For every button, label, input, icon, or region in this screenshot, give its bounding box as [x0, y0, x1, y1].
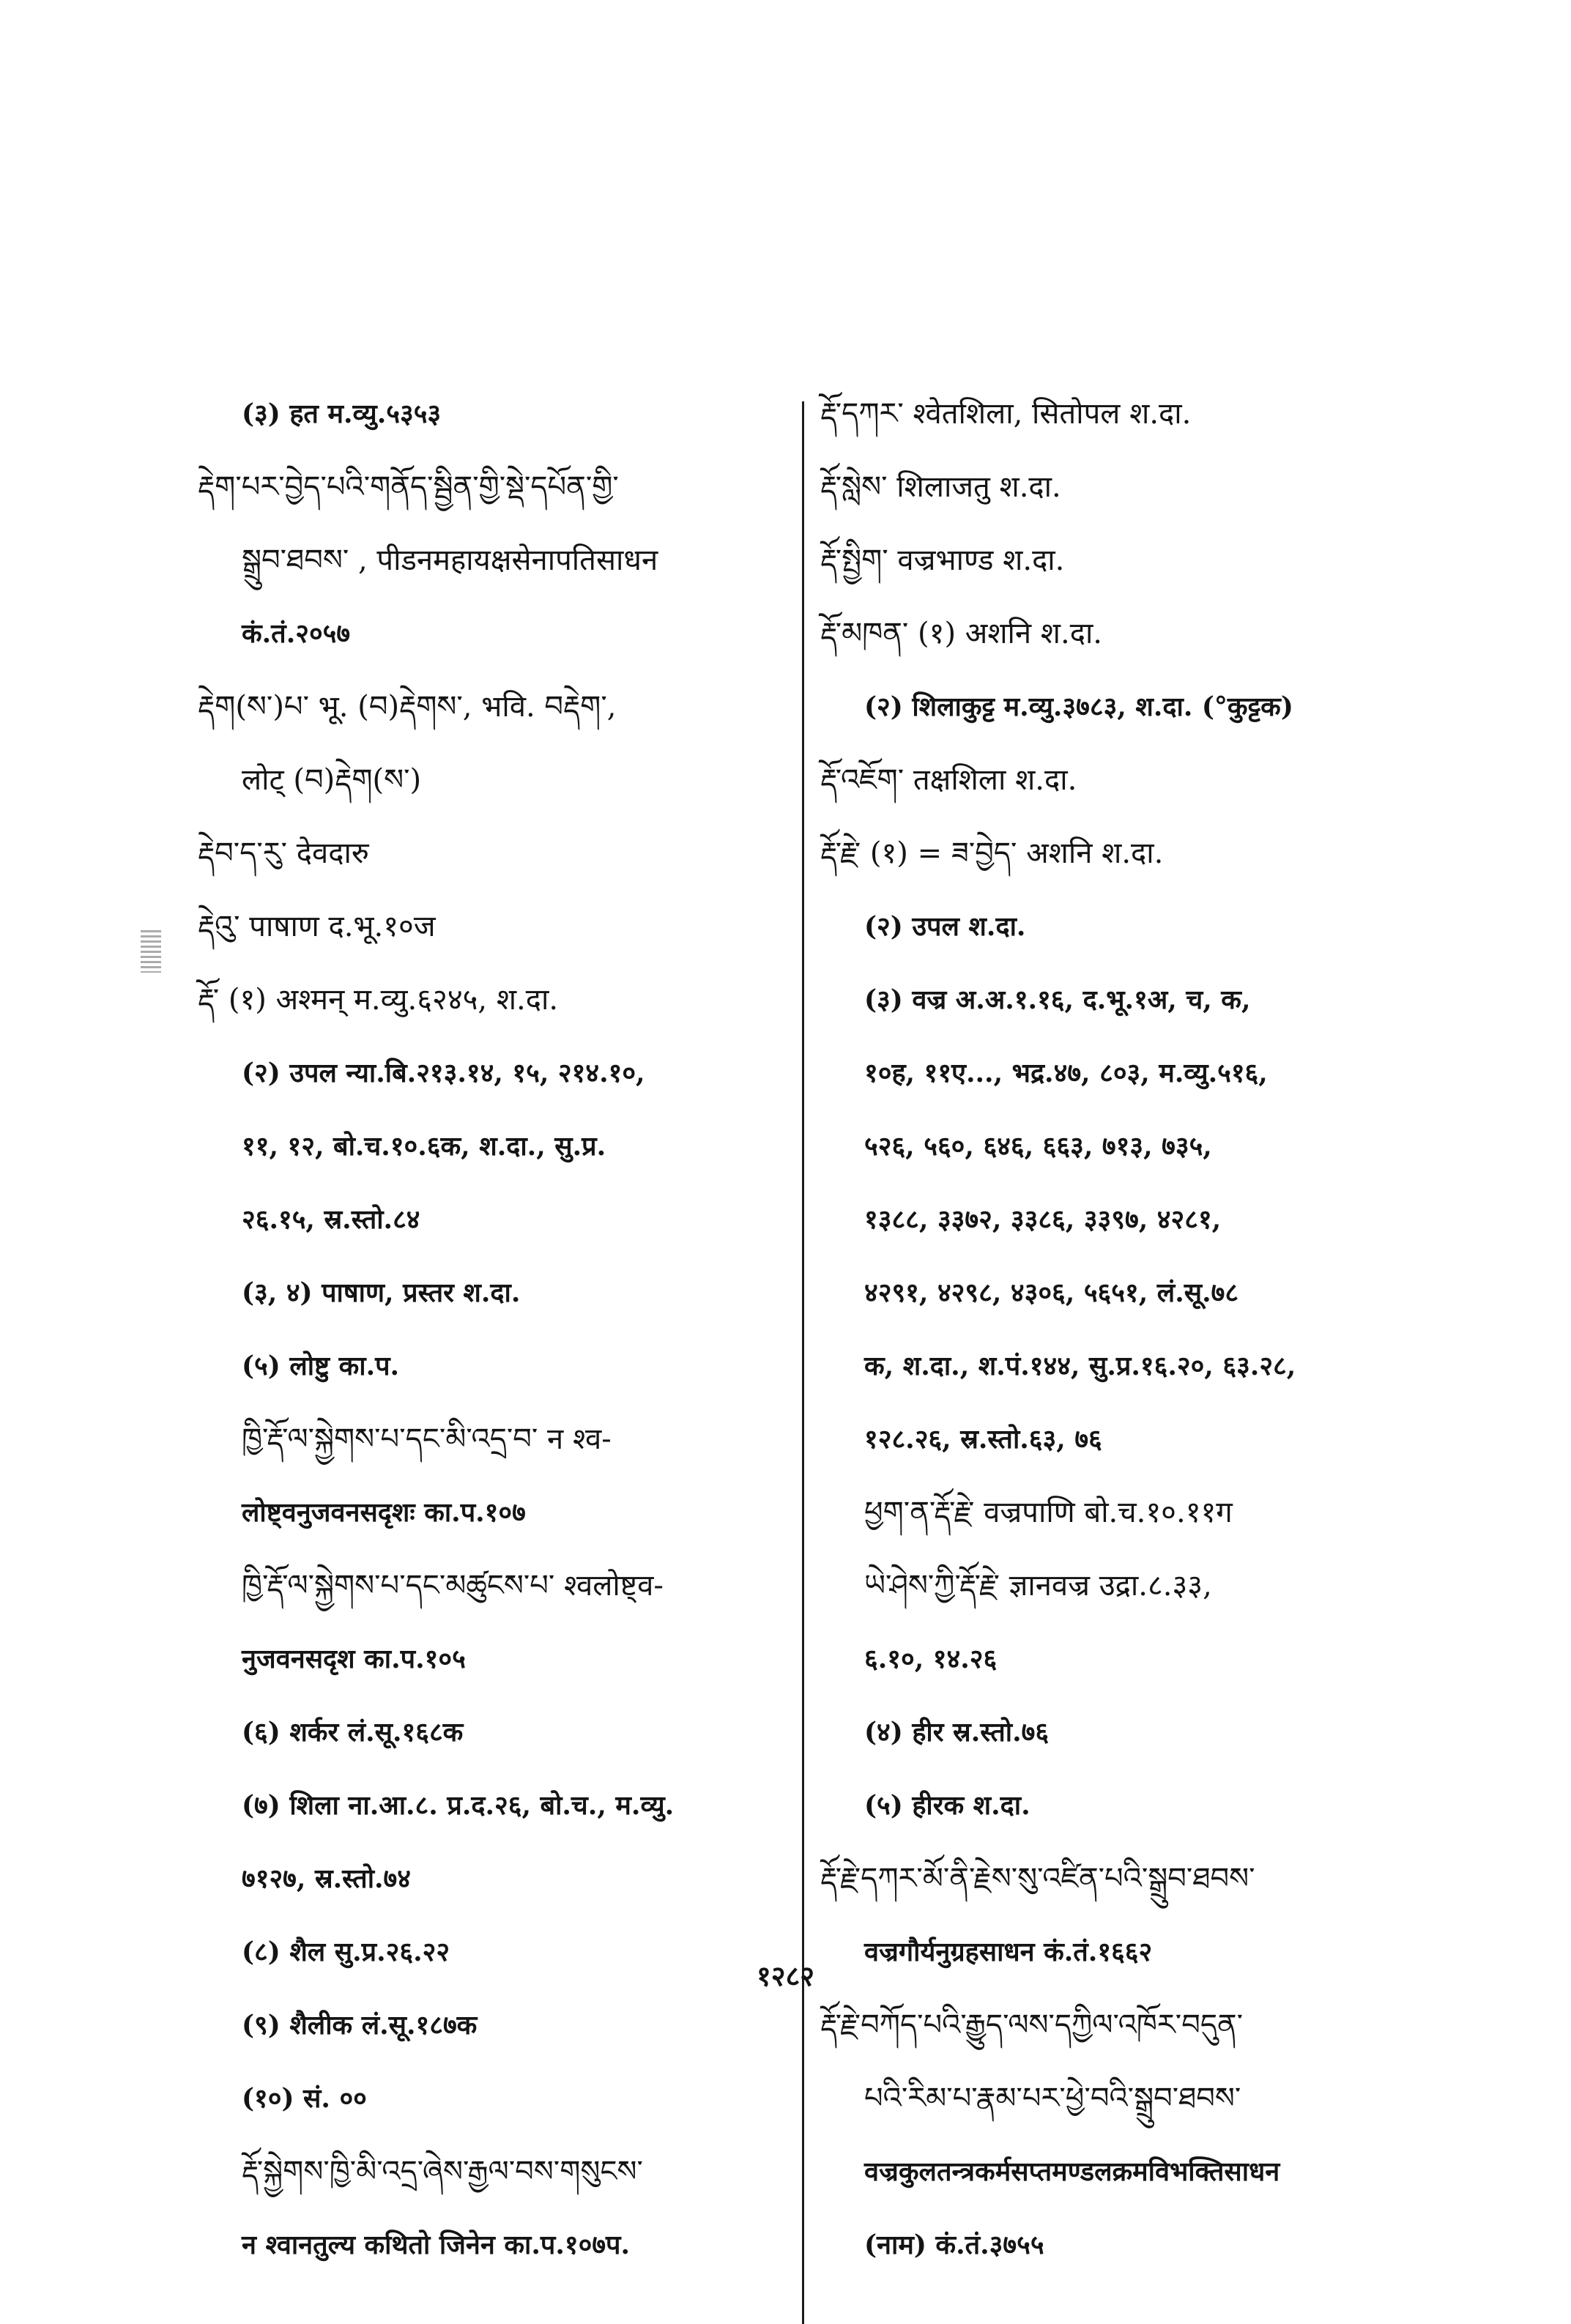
dictionary-line: རྡོ་རྗེ་བཀོད་པའི་རྒྱུད་ལས་དཀྱིལ་འཁོར་བདུན་ — [820, 2008, 1244, 2042]
dictionary-line: རྡོ་སླེས་ शिलाजतु श.दा. — [820, 470, 1061, 504]
dictionary-line: ཁྱི་རྡོ་ལ་སྐྱེགས་པ་དང་མཚུངས་པ་ श्वलोष्ट्व- — [242, 1569, 664, 1603]
dictionary-line: རྡེའུ་ पाषाण द.भू.१०ज — [198, 910, 436, 943]
dictionary-line: १३८८, ३३७२, ३३८६, ३३९७, ४२८१, — [864, 1204, 1222, 1235]
dictionary-line: (२) उपल श.दा. — [864, 911, 1026, 942]
dictionary-line: རྡོ་རྗེ་ (१) = ཟ་བྱེད་ अशनि श.दा. — [820, 836, 1164, 870]
dictionary-line: ཡེ་ཤེས་ཀྱི་རྡོ་རྗེ་ ज्ञानवज्र उद्रा.८.३३, — [864, 1569, 1212, 1603]
page-number: १२८२ — [756, 1959, 815, 1992]
dictionary-line: སྒྲུབ་ཐབས་ , पीडनमहायक्षसेनापतिसाधन — [242, 543, 658, 577]
dictionary-line: (३) हत म.व्यु.५३५३ — [242, 398, 442, 429]
dictionary-line: རྡེག(ས་)པ་ भू. (བ)རྡེགས་, भवि. བརྡེག་, — [198, 690, 617, 724]
dictionary-line: ५२६, ५६०, ६४६, ६६३, ७१३, ७३५, — [864, 1131, 1212, 1162]
dictionary-line: नुजवनसदृश का.प.१०५ — [242, 1644, 466, 1674]
dictionary-line: ཁྱི་རྡོ་ལ་སྐྱེགས་པ་དང་མི་འདྲ་བ་ न श्व- — [242, 1422, 612, 1456]
dictionary-line: (८) शैल सु.प्र.२६.२२ — [242, 1937, 450, 1967]
dictionary-line: རྡོ་སྤྱིག་ वज्रभाण्ड श.दा. — [820, 543, 1065, 577]
dictionary-line: कं.तं.२०५७ — [242, 618, 351, 649]
dictionary-line: (५) हीरक श.दा. — [864, 1790, 1030, 1821]
dictionary-line: (४) हीर स्र.स्तो.७६ — [864, 1717, 1050, 1748]
dictionary-line: རྡེག་པར་བྱེད་པའི་གནོད་སྦྱིན་གྱི་སྡེ་དཔོན་གྱི་ — [198, 470, 619, 504]
dictionary-line: २६.१५, स्र.स्तो.८४ — [242, 1204, 420, 1235]
column-divider — [802, 401, 804, 2324]
dictionary-line: वज्रगौर्यनुग्रहसाधन कं.तं.१६६२ — [864, 1937, 1153, 1967]
dictionary-line: པའི་རིམ་པ་རྣམ་པར་ཕྱེ་བའི་སྒྲུབ་ཐབས་ — [864, 2082, 1241, 2115]
dictionary-line: ११, १२, बो.च.१०.६क, श.दा., सु.प्र. — [242, 1131, 606, 1162]
dictionary-line: न श्वानतुल्य कथितो जिनेन का.प.१०७प. — [242, 2230, 631, 2260]
dictionary-line: ४२९१, ४२९८, ४३०६, ५६५१, लं.सू.७८ — [864, 1277, 1239, 1308]
dictionary-line: (७) शिला ना.आ.८. प्र.द.२६, बो.च., म.व्यु. — [242, 1790, 675, 1821]
dictionary-line: लोष्ट्वनुजवनसदृशः का.प.१०७ — [242, 1497, 526, 1528]
dictionary-line: लोट् (བ)རྡེག(ས་) — [242, 763, 422, 797]
dictionary-line: १०ह, ११ए..., भद्र.४७, ८०३, म.व्यु.५१६, — [864, 1058, 1268, 1088]
dictionary-line: ७१२७, स्र.स्तो.७४ — [242, 1863, 411, 1894]
dictionary-line: (२) शिलाकुट्ट म.व्यु.३७८३, श.दा. (°कुट्टक) — [864, 691, 1293, 722]
dictionary-line: वज्रकुलतन्त्रकर्मसप्तमण्डलक्रमविभक्तिसाधन — [864, 2156, 1280, 2187]
dictionary-line: རྡོ་དཀར་ श्वेतशिला, सितोपल श.दा. — [820, 397, 1192, 431]
dictionary-line: (९) शैलीक लं.सू.१८७क — [242, 2010, 478, 2041]
dictionary-line: རྡོ་མཁན་ (१) अशनि श.दा. — [820, 617, 1103, 650]
dictionary-line: (३, ४) पाषाण, प्रस्तर श.दा. — [242, 1277, 521, 1308]
dictionary-line: (नाम) कं.तं.३७५५ — [864, 2230, 1044, 2260]
dictionary-line: རྡེབ་ད་རུ་ देवदारु — [198, 836, 369, 870]
margin-mark — [141, 930, 161, 973]
dictionary-line: (१०) सं. ०० — [242, 2083, 367, 2114]
dictionary-line: (२) उपल न्या.बि.२१३.१४, १५, २१४.१०, — [242, 1058, 645, 1088]
dictionary-line: १२८.२६, स्र.स्तो.६३, ७६ — [864, 1424, 1102, 1455]
dictionary-line: (५) लोष्टु का.प. — [242, 1351, 400, 1381]
dictionary-line: (३) वज्र अ.अ.१.१६, द.भू.१अ, च, क, — [864, 984, 1251, 1015]
dictionary-line: (६) शर्कर लं.सू.१६८क — [242, 1717, 464, 1748]
dictionary-line: རྡོ་སྐྱེགས་ཁྱི་མི་འདྲ་ཞེས་རྒྱལ་བས་གསུངས་ — [242, 2155, 643, 2189]
dictionary-line: རྡོ་འཇོག་ तक्षशिला श.दा. — [820, 763, 1077, 797]
dictionary-line: ६.१०, १४.२६ — [864, 1644, 998, 1674]
dictionary-line: རྡོ་རྗེ་དཀར་མོ་ནི་རྗེས་སུ་འཛིན་པའི་སྒྲུབ་ཐབས་ — [820, 1862, 1255, 1896]
dictionary-line: ཕྱག་ན་རྡོ་རྗེ་ वज्रपाणि बो.च.१०.११ग — [864, 1496, 1233, 1529]
dictionary-line: རྡོ་ (१) अश्मन् म.व्यु.६२४५, श.दा. — [198, 983, 559, 1017]
dictionary-line: क, श.दा., श.पं.१४४, सु.प्र.१६.२०, ६३.२८, — [864, 1351, 1296, 1381]
